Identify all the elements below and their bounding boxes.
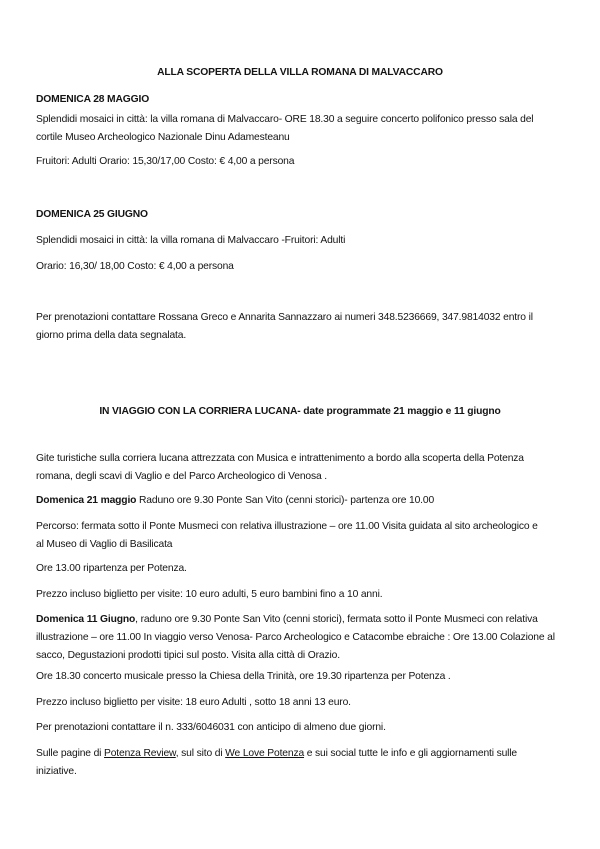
event1-description-line2: cortile Museo Archeologico Nazionale Dinu Adamesteanu — [36, 132, 290, 143]
trip2-program — [36, 611, 566, 665]
section2-intro — [36, 450, 566, 486]
trip2-evening: Ore 18.30 concerto musicale presso la Chiesa della Trinità, ore 19.30 ripartenza per Potenza . — [36, 671, 451, 682]
event2-description: Splendidi mosaici in città: la villa romana di Malvaccaro -Fruitori: Adulti — [36, 235, 346, 246]
we-love-potenza-link[interactable]: We Love Potenza — [225, 748, 305, 759]
info-line2: iniziative. — [36, 766, 77, 777]
trip1-price: Prezzo incluso biglietto per visite: 10 euro adulti, 5 euro bambini fino a 10 anni. — [36, 589, 383, 600]
trip1-date: Domenica 21 maggio — [36, 495, 137, 506]
event2-details: Orario: 16,30/ 18,00 Costo: € 4,00 a persona — [36, 261, 234, 272]
event-date-28-maggio: DOMENICA 28 MAGGIO — [36, 94, 150, 105]
event1-description — [36, 111, 566, 147]
section-title-corriera-lucana: IN VIAGGIO CON LA CORRIERA LUCANA- date programmate 21 maggio e 11 giugno — [99, 406, 501, 417]
trip1-route — [36, 518, 566, 554]
section1-booking — [36, 309, 566, 345]
info-middle: , sul sito di — [175, 748, 226, 759]
trip1-route-line1: Percorso: fermata sotto il Ponte Musmeci con relativa illustrazione – ore 11.00 Visita guidata al sito archeologico e — [36, 521, 538, 532]
section1-booking-line2: giorno prima della data segnalata. — [36, 330, 187, 341]
event1-description-line1: Splendidi mosaici in città: la villa romana di Malvaccaro- ORE 18.30 a seguire concerto polifonico presso sala del — [36, 114, 534, 125]
trip1-return: Ore 13.00 ripartenza per Potenza. — [36, 563, 187, 574]
trip2-price: Prezzo incluso biglietto per visite: 18 euro Adulti , sotto 18 anni 13 euro. — [36, 697, 351, 708]
trip2-date: Domenica 11 Giugno — [36, 614, 136, 625]
trip1-meeting-text: Raduno ore 9.30 Ponte San Vito (cenni storici)- partenza ore 10.00 — [136, 495, 435, 506]
trip2-program-line1: , raduno ore 9.30 Ponte San Vito (cenni storici), fermata sotto il Ponte Musmeci con relativa — [135, 614, 538, 625]
trip1-route-line2: al Museo di Vaglio di Basilicata — [36, 539, 173, 550]
section-title-villa-romana: ALLA SCOPERTA DELLA VILLA ROMANA DI MALVACCARO — [157, 67, 443, 78]
info-paragraph — [36, 745, 566, 781]
info-suffix: e sui social tutte le info e gli aggiornamenti sulle — [304, 748, 518, 759]
trip2-program-line3: sacco, Degustazioni prodotti tipici sul posto. Visita alla città di Orazio. — [36, 650, 340, 661]
trip1-meeting — [36, 492, 566, 510]
section2-intro-line1: Gite turistiche sulla corriera lucana attrezzata con Musica e intrattenimento a bordo alla scoperta della Potenza — [36, 453, 524, 464]
section2-booking: Per prenotazioni contattare il n. 333/6046031 con anticipo di almeno due giorni. — [36, 722, 386, 733]
potenza-review-link[interactable]: Potenza Review — [104, 748, 176, 759]
event1-details: Fruitori: Adulti Orario: 15,30/17,00 Costo: € 4,00 a persona — [36, 156, 295, 167]
event-date-25-giugno: DOMENICA 25 GIUGNO — [36, 209, 148, 220]
info-prefix: Sulle pagine di — [36, 748, 105, 759]
trip2-program-line2: illustrazione – ore 11.00 In viaggio verso Venosa- Parco Archeologico e Catacombe ebraiche : Ore 13.00 Colazione al — [36, 632, 555, 643]
section1-booking-line1: Per prenotazioni contattare Rossana Greco e Annarita Sannazzaro ai numeri 348.5236669, 347.9814032 entro il — [36, 312, 533, 323]
section2-intro-line2: romana, degli scavi di Vaglio e del Parco Archeologico di Venosa . — [36, 471, 327, 482]
